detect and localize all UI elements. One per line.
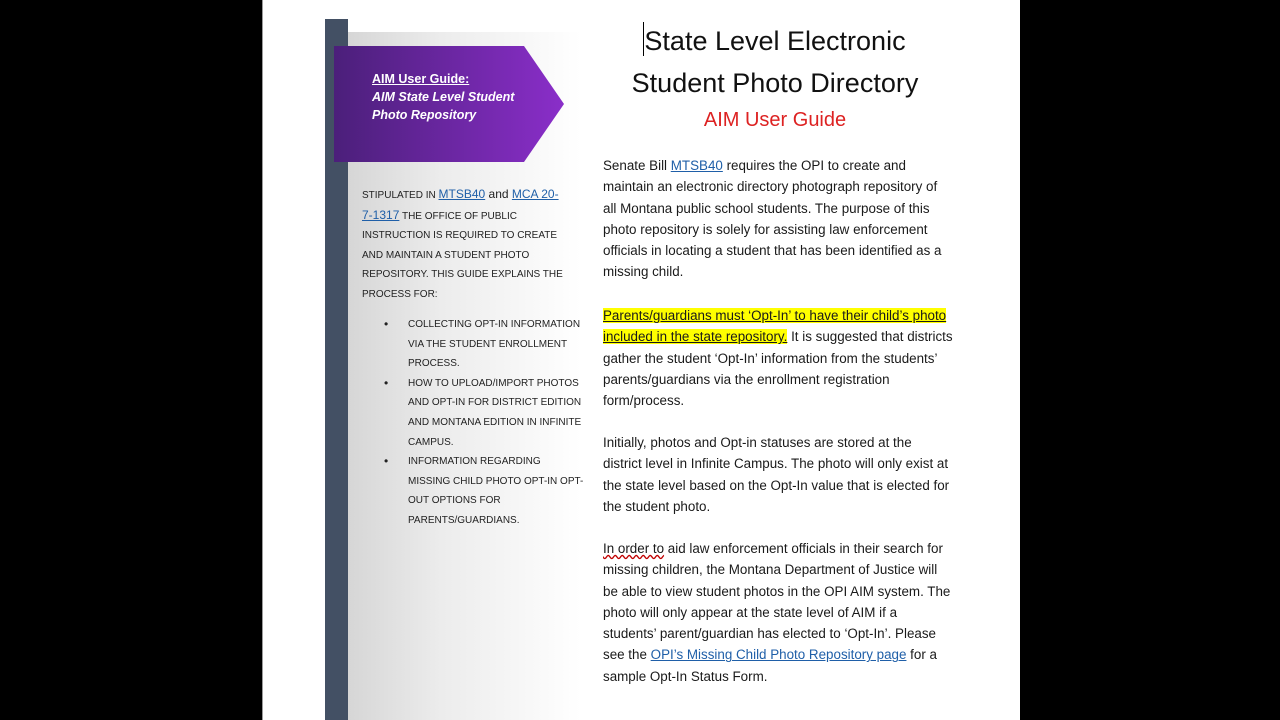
p1-text-a: Senate Bill xyxy=(603,158,671,173)
bullet-icon: • xyxy=(384,375,389,390)
p3-text: Initially, photos and Opt-in statuses are stored at the district level in Infinite Campus. The photo will only exist at the state level based on the Opt-In value that is elected for the student photo. xyxy=(603,435,950,514)
sidebar-bullet-list xyxy=(384,315,584,531)
sidebar-link-mtsb40[interactable]: MTSB40 xyxy=(438,187,486,201)
list-item-text: HOW TO UPLOAD/IMPORT PHOTOS AND OPT-IN FOR DISTRICT EDITION AND MONTANA EDITION IN INFINITE CAMPUS. xyxy=(408,377,582,448)
grammar-flagged-text: In order to xyxy=(603,541,665,556)
list-item-text: INFORMATION REGARDING MISSING CHILD PHOTO OPT-IN OPT-OUT OPTIONS FOR PARENTS/GUARDIANS. xyxy=(408,456,584,526)
link-missing-child-photo-repository[interactable]: OPI’s Missing Child Photo Repository page xyxy=(650,647,907,663)
highlighted-text: Parents/guardians must ‘Opt-In’ to have their child’s photo included in the state repository. xyxy=(603,308,947,345)
sidebar-banner xyxy=(334,46,564,162)
document-page xyxy=(262,0,1020,720)
paragraph-law-enforcement xyxy=(603,538,953,687)
sidebar-intro-text-1: STIPULATED IN xyxy=(362,190,439,201)
link-mtsb40[interactable]: MTSB40 xyxy=(670,158,723,173)
bullet-icon: • xyxy=(384,317,389,331)
paragraph-senate-bill xyxy=(603,155,953,283)
list-item xyxy=(384,452,584,530)
paragraph-opt-in xyxy=(603,305,953,411)
p2-text: It is suggested that districts gather the student ‘Opt-In’ information from the students’ parents/guardians via the enrollment registration form/process. xyxy=(603,329,953,409)
p4-text-b: for a sample Opt-In Status Form. xyxy=(603,647,937,684)
sidebar-intro-text-3: THE OFFICE OF PUBLIC INSTRUCTION IS REQUIRED TO CREATE AND MAINTAIN A STUDENT PHOTO REPOSITORY. THIS GUIDE EXPLAINS THE PROCESS FOR: xyxy=(362,210,563,300)
list-item-text: COLLECTING OPT-IN INFORMATION VIA THE STUDENT ENROLLMENT PROCESS. xyxy=(408,319,581,370)
paragraph-storage xyxy=(603,432,953,517)
sidebar-intro xyxy=(362,185,567,305)
document-subtitle: AIM User Guide xyxy=(703,109,847,131)
sidebar-link-mca[interactable]: MCA 20-7-1317 xyxy=(362,187,559,222)
page-edge xyxy=(262,0,263,720)
list-item xyxy=(384,374,584,452)
list-item xyxy=(384,315,584,374)
p1-text-b: requires the OPI to create and maintain an electronic directory photograph repository of all Montana public school students. The purpose of this photo repository is solely for assisting law enforcement officials in locating a student that has been identified as a missing child. xyxy=(603,158,942,280)
sidebar-intro-text-2: and xyxy=(485,187,512,201)
p4-text-a: aid law enforcement officials in their search for missing children, the Montana Department of Justice will be able to view student photos in the OPI AIM system. The photo will only appear at the state level of AIM if a students’ parent/guardian has elected to ‘Opt-In’. Please see the xyxy=(603,541,951,663)
text-cursor xyxy=(643,22,644,56)
document-title: State Level Electronic Student Photo Directory xyxy=(631,26,919,98)
banner-heading: AIM User Guide: xyxy=(372,72,470,86)
banner-subheading: AIM State Level Student Photo Repository xyxy=(372,90,515,122)
bullet-icon: • xyxy=(384,454,389,469)
